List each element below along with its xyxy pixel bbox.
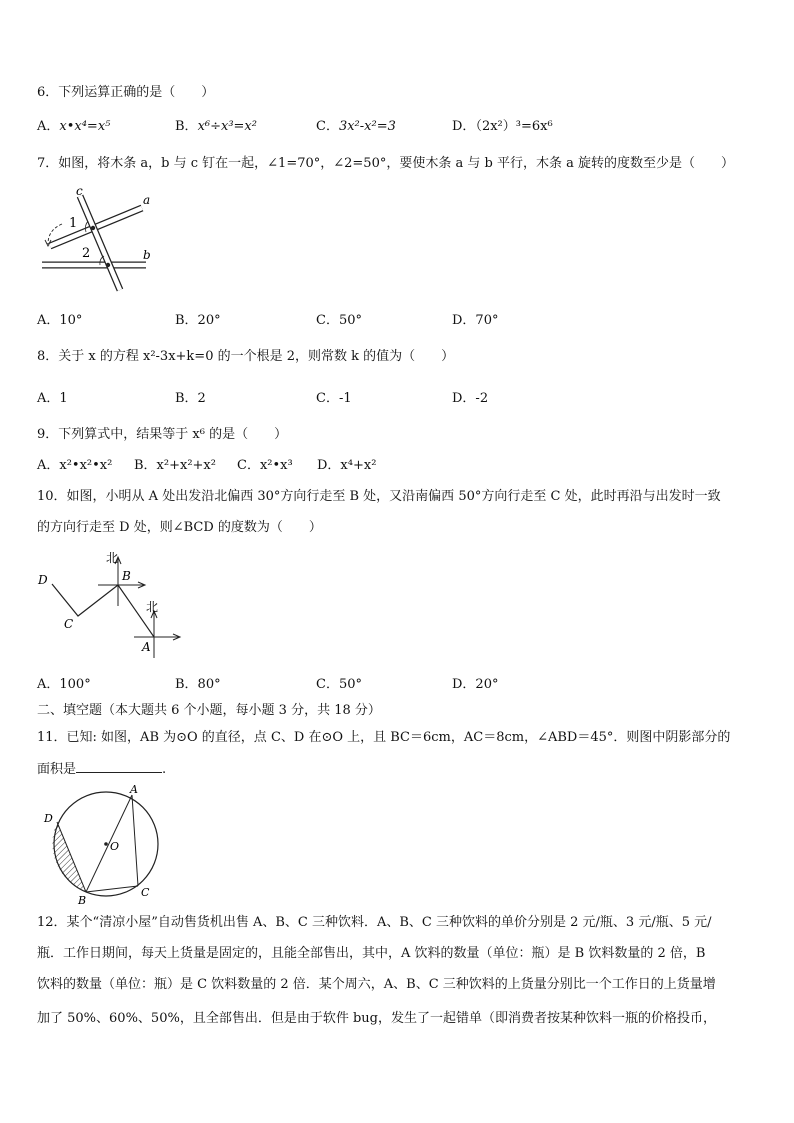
q7-option-c[interactable]: C．50° (316, 313, 362, 328)
q10-stem-line2: 的方向行走至 D 处，则∠BCD 的度数为（ ） (37, 520, 322, 535)
chord-bc (86, 886, 138, 892)
q9-option-d[interactable]: D．x⁴+x² (317, 458, 377, 473)
label-b: b (143, 248, 151, 262)
q8-option-a[interactable]: A．1 (37, 391, 68, 406)
nail-2 (106, 263, 110, 267)
q10-option-a[interactable]: A．100° (37, 677, 91, 692)
section-2-title: 二、填空题（本大题共 6 个小题，每小题 3 分，共 18 分） (37, 703, 381, 718)
q10-stem-line1: 10．如图，小明从 A 处出发沿北偏西 30°方向行走至 B 处，又沿南偏西 50°方向行走至 C 处，此时再沿与出发时一致 (37, 489, 721, 504)
label-north-top: 北 (106, 551, 119, 565)
q10-direction-figure (34, 548, 184, 663)
chord-ac (132, 795, 138, 886)
q11-stem-line1: 11．已知: 如图，AB 为⊙O 的直径，点 C、D 在⊙O 上，且 BC＝6cm，AC＝8cm，∠ABD＝45°．则图中阴影部分的 (37, 730, 731, 745)
q8-option-c[interactable]: C．-1 (316, 391, 352, 406)
q11-stem-line2: 面积是 . (37, 762, 167, 777)
q7-option-d[interactable]: D．70° (452, 313, 499, 328)
label-c: C (141, 886, 150, 899)
label-a: A (142, 640, 151, 654)
q9-option-a[interactable]: A．x²•x²•x² (37, 458, 113, 473)
label-north-bottom: 北 (146, 600, 159, 614)
diameter-ab (86, 795, 132, 892)
nail-1 (91, 226, 95, 230)
label-1: 1 (69, 216, 78, 231)
label-c: c (76, 186, 83, 198)
q9-stem: 9．下列算式中，结果等于 x⁶ 的是（ ） (37, 427, 288, 442)
q10-option-d[interactable]: D．20° (452, 677, 499, 692)
label-a: A (130, 783, 138, 796)
q7-wood-strips-figure (38, 186, 158, 296)
label-a: a (143, 193, 151, 207)
q7-option-b[interactable]: B．20° (175, 313, 221, 328)
q8-stem: 8．关于 x 的方程 x²-3x+k=0 的一个根是 2，则常数 k 的值为（ ） (37, 349, 455, 364)
label-2: 2 (82, 246, 91, 261)
q8-option-d[interactable]: D．-2 (452, 391, 489, 406)
center-o (104, 842, 108, 846)
q7-option-a[interactable]: A．10° (37, 313, 83, 328)
q6-option-d[interactable]: D．（2x²）³=6x⁶ (452, 119, 553, 134)
label-b: B (122, 569, 131, 583)
q12-line1: 12．某个“清凉小屋”自动售货机出售 A、B、C 三种饮料．A、B、C 三种饮料的单价分别是 2 元/瓶、3 元/瓶、5 元/ (37, 915, 712, 930)
q12-line2: 瓶．工作日期间，每天上货量是固定的，且能全部售出，其中，A 饮料的数量（单位：瓶）是 B 饮料数量的 2 倍，B (37, 946, 706, 961)
q10-option-b[interactable]: B．80° (175, 677, 221, 692)
label-o: O (110, 840, 120, 853)
q9-option-c[interactable]: C．x²•x³ (237, 458, 293, 473)
label-b: B (78, 894, 87, 907)
label-d: D (38, 573, 48, 587)
label-d: D (44, 812, 53, 825)
q7-stem: 7．如图，将木条 a，b 与 c 钉在一起，∠1=70°，∠2=50°，要使木条 a 与 b 平行，木条 a 旋转的度数至少是（ ） (37, 156, 734, 171)
q6-option-a[interactable]: A．x•x⁴=x⁵ (37, 119, 111, 134)
q6-stem: 6．下列运算正确的是（ ） (37, 85, 215, 100)
label-c: C (64, 617, 74, 631)
q6-option-b[interactable]: B．x⁶÷x³=x² (175, 119, 257, 134)
q10-option-c[interactable]: C．50° (316, 677, 362, 692)
strip-c (80, 196, 120, 290)
q6-option-c[interactable]: C．3x²-x²=3 (316, 119, 396, 134)
q8-option-b[interactable]: B．2 (175, 391, 206, 406)
q11-circle-figure (40, 782, 165, 907)
answer-blank[interactable] (76, 760, 162, 773)
q9-option-b[interactable]: B．x²+x²+x² (134, 458, 216, 473)
q12-line4: 加了 50%、60%、50%，且全部售出．但是由于软件 bug，发生了一起错单（即消费者按某种饮料一瓶的价格投币， (37, 1011, 716, 1026)
q12-line3: 饮料的数量（单位：瓶）是 C 饮料数量的 2 倍．某个周六，A、B、C 三种饮料的上货量分别比一个工作日的上货量增 (37, 977, 716, 992)
